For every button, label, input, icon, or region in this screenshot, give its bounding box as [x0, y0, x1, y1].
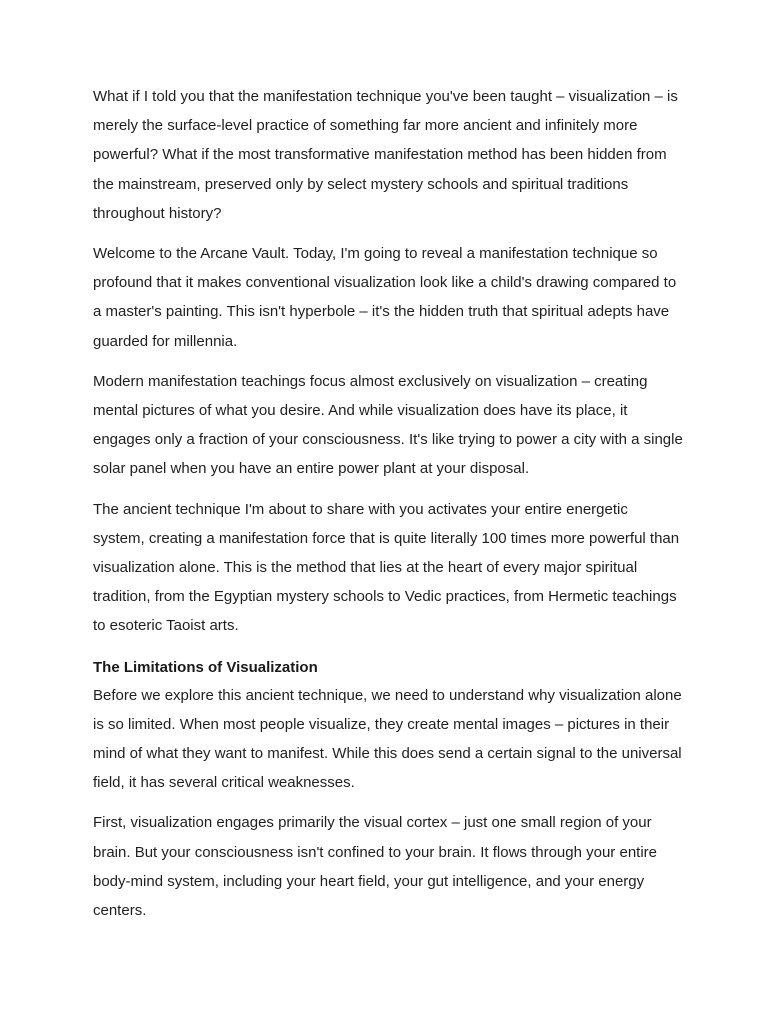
paragraph-intro-4: The ancient technique I'm about to share with you activates your entire energetic system, creating a manifestation force that is quite literally 100 times more powerful than visualization alone. This is the method that lies at the heart of every major spiritual tradition, from the Egyptian mystery schools to Vedic practices, from Hermetic teachings to esoteric Taoist arts.: [93, 500, 680, 635]
document-page: [93, 82, 683, 936]
paragraph-intro-1: What if I told you that the manifestation technique you've been taught – visualization – is merely the surface-level practice of something far more ancient and infinitely more powerful? What if the most transformative manifestation method has been hidden from the mainstream, preserved only by select mystery schools and spiritual traditions throughout history?: [93, 88, 678, 222]
section-heading: The Limitations of Visualization: [93, 658, 318, 676]
paragraph-intro-2: Welcome to the Arcane Vault. Today, I'm going to reveal a manifestation technique so profound that it makes conventional visualization look like a child's drawing compared to a master's painting. This isn't hyperbole – it's the hidden truth that spiritual adepts have guarded for millennia.: [93, 245, 677, 350]
paragraph-section-2: First, visualization engages primarily the visual cortex – just one small region of your brain. But your consciousness isn't confined to your brain. It flows through your entire body-mind system, including your heart field, your gut intelligence, and your energy centers.: [93, 814, 657, 920]
paragraph-section-1: Before we explore this ancient technique, we need to understand why visualization alone is so limited. When most people visualize, they create mental images – pictures in their mind of what they want to manifest. While this does send a certain signal to the universal field, it has several critical weaknesses.: [93, 686, 682, 792]
paragraph-intro-3: Modern manifestation teachings focus almost exclusively on visualization – creating mental pictures of what you desire. And while visualization does have its place, it engages only a fraction of your consciousness. It's like trying to power a city with a single solar panel when you have an entire power plant at your disposal.: [93, 372, 683, 478]
